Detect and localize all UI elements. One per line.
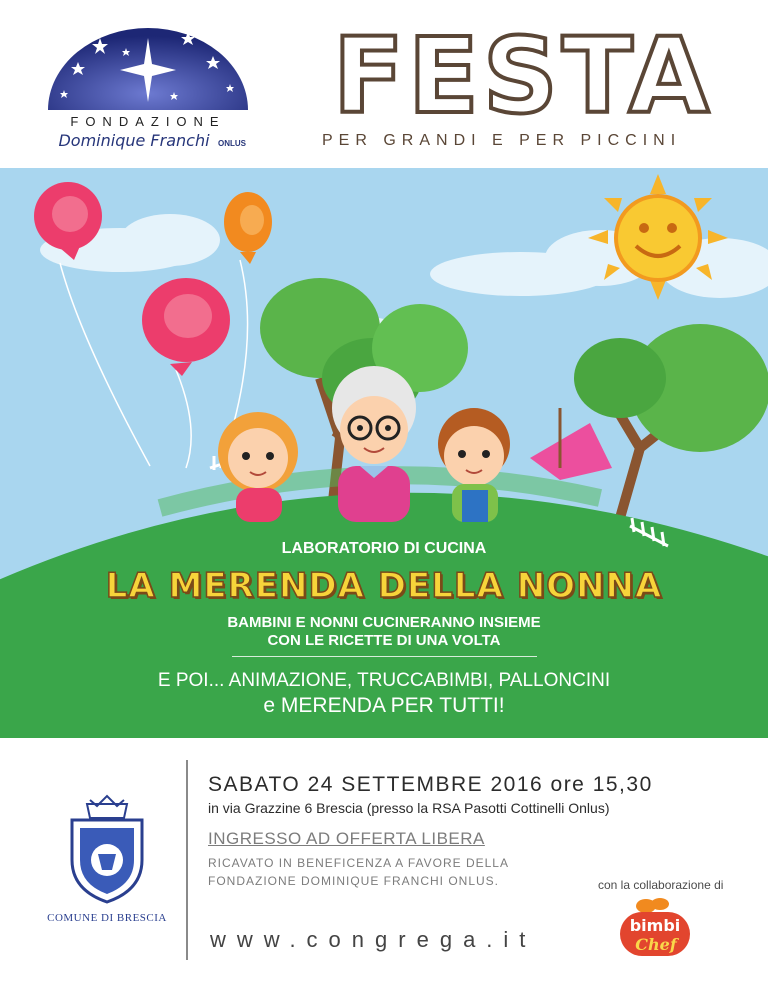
- event-address: in via Grazzine 6 Brescia (presso la RSA Pasotti Cottinelli Onlus): [208, 800, 610, 816]
- hero-line-4: e MERENDA PER TUTTI!: [263, 694, 505, 717]
- festa-subtitle: PER GRANDI E PER PICCINI: [322, 132, 682, 149]
- merenda-title: LA MERENDA DELLA NONNA: [105, 566, 663, 606]
- vertical-divider: [186, 760, 188, 960]
- svg-text:Chef: Chef: [635, 935, 677, 954]
- comune-name: COMUNE DI BRESCIA: [47, 912, 167, 924]
- event-date: SABATO 24 SETTEMBRE 2016 ore 15,30: [208, 773, 653, 796]
- grandma-character: [332, 366, 416, 522]
- hero-line-2: CON LE RICETTE DI UNA VOLTA: [267, 632, 501, 649]
- bimbi-chef-logo: [616, 898, 696, 958]
- ricavato-line-2: FONDAZIONE DOMINIQUE FRANCHI ONLUS.: [208, 874, 500, 888]
- laboratorio-label: LABORATORIO DI CUCINA: [281, 540, 487, 557]
- website-link[interactable]: www.congrega.it: [210, 927, 537, 952]
- svg-text:FESTA: FESTA: [332, 22, 714, 127]
- fondazione-logo: [38, 18, 258, 158]
- comune-crest-icon: [62, 790, 152, 905]
- ingresso-label: INGRESSO AD OFFERTA LIBERA: [208, 829, 485, 848]
- ricavato-line-1: RICAVATO IN BENEFICENZA A FAVORE DELLA: [208, 856, 509, 870]
- festa-title: [318, 22, 728, 127]
- svg-text:bimbi: bimbi: [629, 916, 681, 935]
- divider: [232, 656, 537, 657]
- collaboration-label: con la collaborazione di: [598, 878, 724, 892]
- hero-line-1: BAMBINI E NONNI CUCINERANNO INSIEME: [227, 614, 541, 631]
- fondazione-label: FONDAZIONE: [70, 114, 226, 129]
- scene-drawing: [0, 168, 768, 738]
- hero-line-3: E POI... ANIMAZIONE, TRUCCABIMBI, PALLONCINI: [157, 670, 611, 691]
- onlus-label: ONLUS: [218, 139, 246, 148]
- illustration-scene: [0, 168, 768, 738]
- fondazione-name: Dominique Franchi: [58, 131, 210, 150]
